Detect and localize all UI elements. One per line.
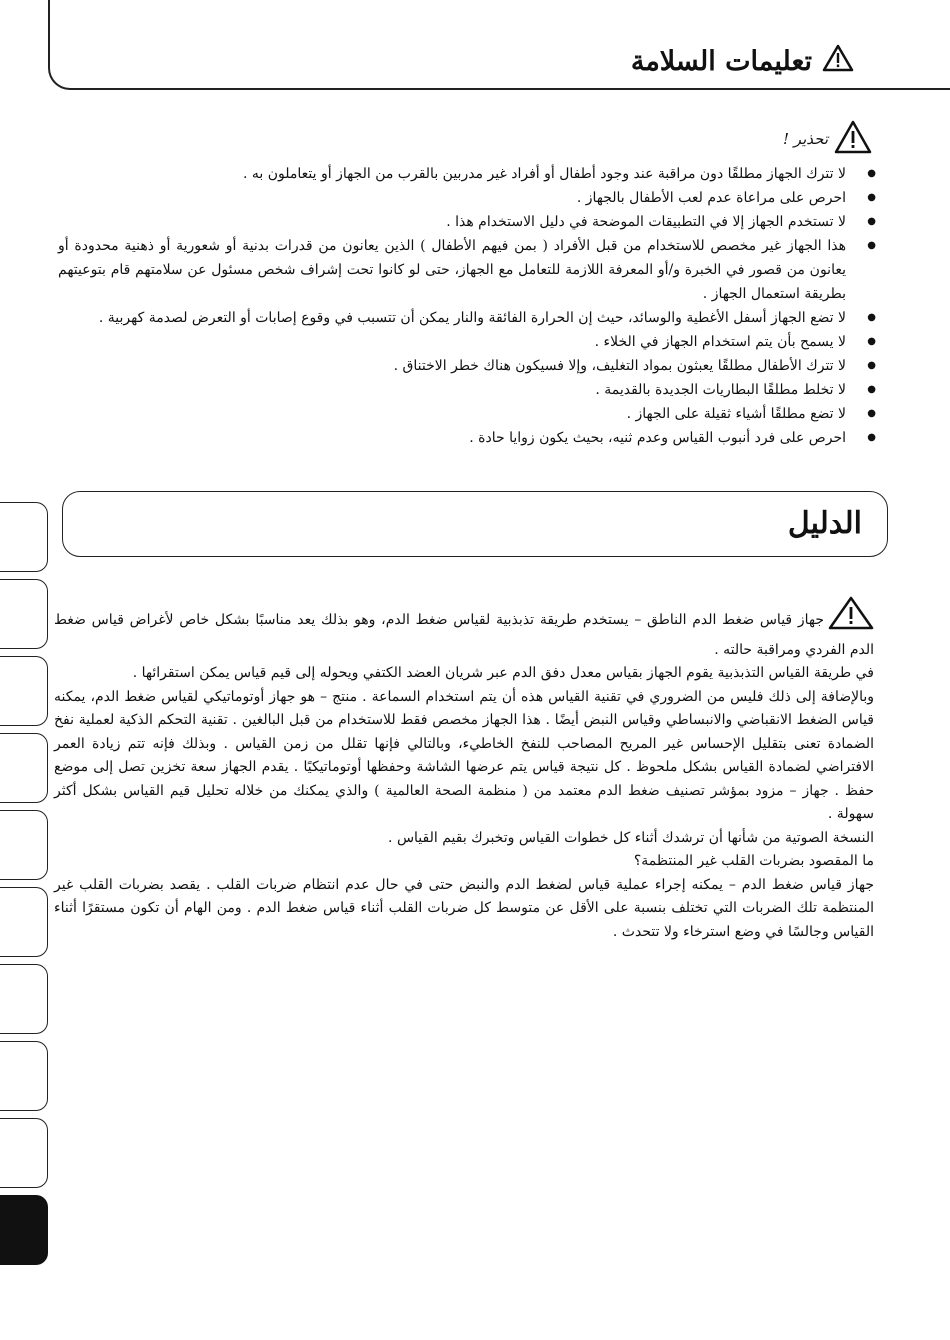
warning-triangle-icon — [822, 44, 854, 79]
chapter-tab[interactable] — [0, 1041, 48, 1111]
chapter-tab[interactable] — [0, 887, 48, 957]
chapter-tab[interactable] — [0, 810, 48, 880]
list-item: ● لا تضع الجهاز أسفل الأغطية والوسائد، حيث إن الحرارة الفائقة والنار يمكن أن تتسبب في وقوع إصابات أو التعرض لصدمة كهربية . — [58, 306, 878, 330]
warning-triangle-icon — [834, 120, 872, 158]
guide-body — [54, 596, 874, 944]
list-item: ● لا تضع مطلقًا أشياء ثقيلة على الجهاز . — [58, 402, 878, 426]
paragraph: وبالإضافة إلى ذلك فليس من الضروري في تقنية القياس هذه أن يتم استخدام السماعة . منتج – هو جهاز أوتوماتيكي لقياس ضغط الدم، يمكنه قياس الضغط الانقباضي والانبساطي وقياس النبض أيضًا . هذا الجهاز مخصص فقط للاستخدام من قبل البالغين . تقنية التحكم الذكية لعملية نفخ الضمادة تعنى بتقليل الإحساس غير المريح المصاحب للنفخ الخاطيء، وبالتالي فإنها تقلل من زمن القياس . وبذلك فإنه تتم زيادة العمر الافتراضي لضمادة القياس بشكل ملحوظ . كل نتيجة قياس يتم عرضها الشاشة وحفظها أوتوماتيكيًا . يقدم الجهاز سعة تخزين تصل إلى موضع حفظ . جهاز – مزود بمؤشر تصنيف ضغط الدم معتمد من ( منظمة الصحة العالمية ) والذي يمكنك من خلاله تحليل قيم القياس بشكل أكثر سهولة . — [54, 688, 874, 822]
chapter-tab[interactable] — [0, 964, 48, 1034]
paragraph: في طريقة القياس التذبذبية يقوم الجهاز بقياس معدل دفق الدم عبر شريان العضد الكتفي ويحوله إلى قيم قياس يمكن استقرائها . — [132, 665, 874, 681]
page-header — [631, 44, 854, 79]
chapter-tab[interactable] — [0, 656, 48, 726]
list-item: ● لا يسمح بأن يتم استخدام الجهاز في الخلاء . — [58, 330, 878, 354]
warning-list — [58, 162, 878, 450]
chapter-tab[interactable] — [0, 579, 48, 649]
chapter-tab[interactable] — [0, 502, 48, 572]
list-item: ● احرص على فرد أنبوب القياس وعدم ثنيه، بحيث يكون زوايا حادة . — [58, 426, 878, 450]
paragraph-text: جهاز قياس ضغط الدم الناطق – يستخدم طريقة تذبذبية لقياس ضغط الدم، وهو بذلك يعد مناسبًا بشكل خاص لأغراض قياس ضغط الدم الفردي ومراقبة حالته . — [54, 612, 874, 658]
guide-section-frame — [62, 491, 888, 557]
chapter-tab[interactable] — [0, 733, 48, 803]
list-item: ● احرص على مراعاة عدم لعب الأطفال بالجهاز . — [58, 186, 878, 210]
paragraph: جهاز قياس ضغط الدم – يمكنه إجراء عملية قياس لضغط الدم والنبض حتى في حال عدم انتظام ضربات القلب . يقصد بضربات القلب غير المنتظمة تلك الضربات التي تختلف بنسبة على الأقل عن متوسط كل ضربات القلب أثناء قياس ضغط الدم . ومن الهام أن تكون مستقرًا أثناء القياس وجالسًا في وضع استرخاء ولا تتحدث . — [54, 876, 874, 940]
list-item: ● لا تترك الأطفال مطلقًا يعبثون بمواد التغليف، وإلا فسيكون هناك خطر الاختناق . — [58, 354, 878, 378]
chapter-tab-active[interactable] — [0, 1195, 48, 1265]
list-item: ● لا تستخدم الجهاز إلا في التطبيقات الموضحة في دليل الاستخدام هذا . — [58, 210, 878, 234]
list-item: ● هذا الجهاز غير مخصص للاستخدام من قبل الأفراد ( بمن فيهم الأطفال ) الذين يعانون من قدرات بدنية أو شعورية أو ذهنية محدودة أو يعانون من قصور في الخبرة و/أو المعرفة اللازمة للتعامل مع الجهاز، حتى لو كانوا تحت إشراف شخص مسئول عن سلامتهم قام بتوعيتهم بطريقة استعمال الجهاز . — [58, 234, 878, 306]
page-title: تعليمات السلامة — [630, 46, 812, 77]
paragraph — [54, 596, 874, 662]
subheading: ما المقصود بضربات القلب غير المنتظمة؟ — [633, 853, 874, 869]
paragraph: النسخة الصوتية من شأنها أن ترشدك أثناء كل خطوات القياس وتخبرك بقيم القياس . — [388, 829, 874, 846]
chapter-tab[interactable] — [0, 1118, 48, 1188]
warning-triangle-icon — [828, 596, 874, 639]
list-item: ● لا تترك الجهاز مطلقًا دون مراقبة عند وجود أطفال أو أفراد غير مدربين بالقرب من الجهاز أو يتعاملون به . — [58, 162, 878, 186]
section-title: الدليل — [787, 506, 862, 541]
list-item: ● لا تخلط مطلقًا البطاريات الجديدة بالقديمة . — [58, 378, 878, 402]
warning-label: تحذير ! — [783, 130, 828, 148]
warning-heading — [783, 120, 872, 158]
